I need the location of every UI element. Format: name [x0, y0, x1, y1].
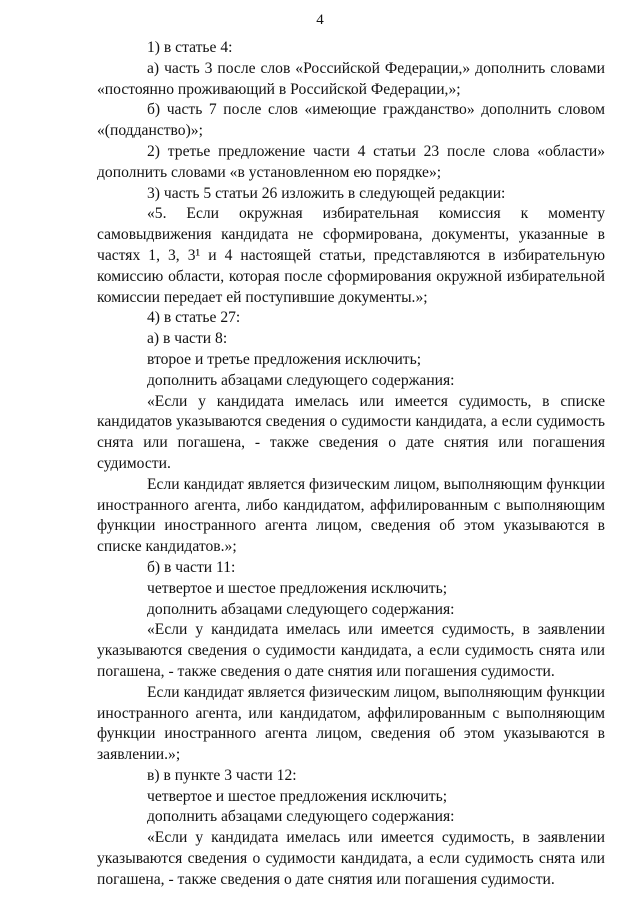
paragraph: «Если у кандидата имелась или имеется судимость, в заявлении указываются сведения о судимости кандидата, а если судимость снята или погашена, - также сведения о дате снятия или погашения судимости.: [97, 829, 605, 888]
paragraph: «Если у кандидата имелась или имеется судимость, в заявлении указываются сведения о судимости кандидата, а если судимость снята или погашена, - также сведения о дате снятия или погашения судимости.: [97, 621, 605, 680]
paragraph: 1) в статье 4:: [147, 39, 233, 56]
paragraph: 2) третье предложение части 4 статьи 23 после слова «области» дополнить словами «в установленном ею порядке»;: [97, 142, 605, 181]
paragraph: а) часть 3 после слов «Российской Федерации,» дополнить словами «постоянно проживающий в Российской Федерации,»;: [97, 59, 605, 98]
paragraph: четвертое и шестое предложения исключить;: [147, 579, 448, 597]
document-body: [97, 38, 605, 891]
paragraph: дополнить абзацами следующего содержания:: [147, 600, 455, 618]
paragraph: второе и третье предложения исключить;: [147, 350, 422, 368]
paragraph: Если кандидат является физическим лицом, выполняющим функции иностранного агента, либо кандидатом, аффилированным с выполняющим функции иностранного агента лицом, сведения об этом указываются в списке кандидатов.»;: [97, 475, 605, 556]
paragraph: б) часть 7 после слов «имеющие гражданство» дополнить словом «(подданство)»;: [97, 101, 605, 140]
paragraph: «Если у кандидата имелась или имеется судимость, в списке кандидатов указываются сведения о судимости кандидата, а если судимость снята или погашена, - также сведения о дате снятия или погашения судимости.: [97, 392, 605, 472]
paragraph: дополнить абзацами следующего содержания:: [147, 371, 455, 389]
paragraph: четвертое и шестое предложения исключить;: [147, 787, 448, 805]
paragraph: б) в части 11:: [147, 558, 236, 576]
paragraph: дополнить абзацами следующего содержания:: [147, 808, 455, 826]
paragraph: в) в пункте 3 части 12:: [147, 766, 297, 784]
paragraph: а) в части 8:: [147, 330, 228, 348]
page-number: 4: [316, 12, 324, 28]
paragraph: 4) в статье 27:: [147, 309, 241, 327]
paragraph: «5. Если окружная избирательная комиссия к моменту самовыдвижения кандидата не сформирована, документы, указанные в частях 1, 3, 3¹ и 4 настоящей статьи, представляются в избирательную комиссию области, которая после сформирования окружной избирательной комиссии передает ей поступившие документы.»;: [97, 205, 605, 306]
paragraph: 3) часть 5 статьи 26 изложить в следующей редакции:: [147, 184, 506, 202]
paragraph: Если кандидат является физическим лицом, выполняющим функции иностранного агента, или кандидатом, аффилированным с выполняющим функции иностранного агента лицом, сведения об этом указываются в заявлении.»;: [97, 683, 605, 764]
